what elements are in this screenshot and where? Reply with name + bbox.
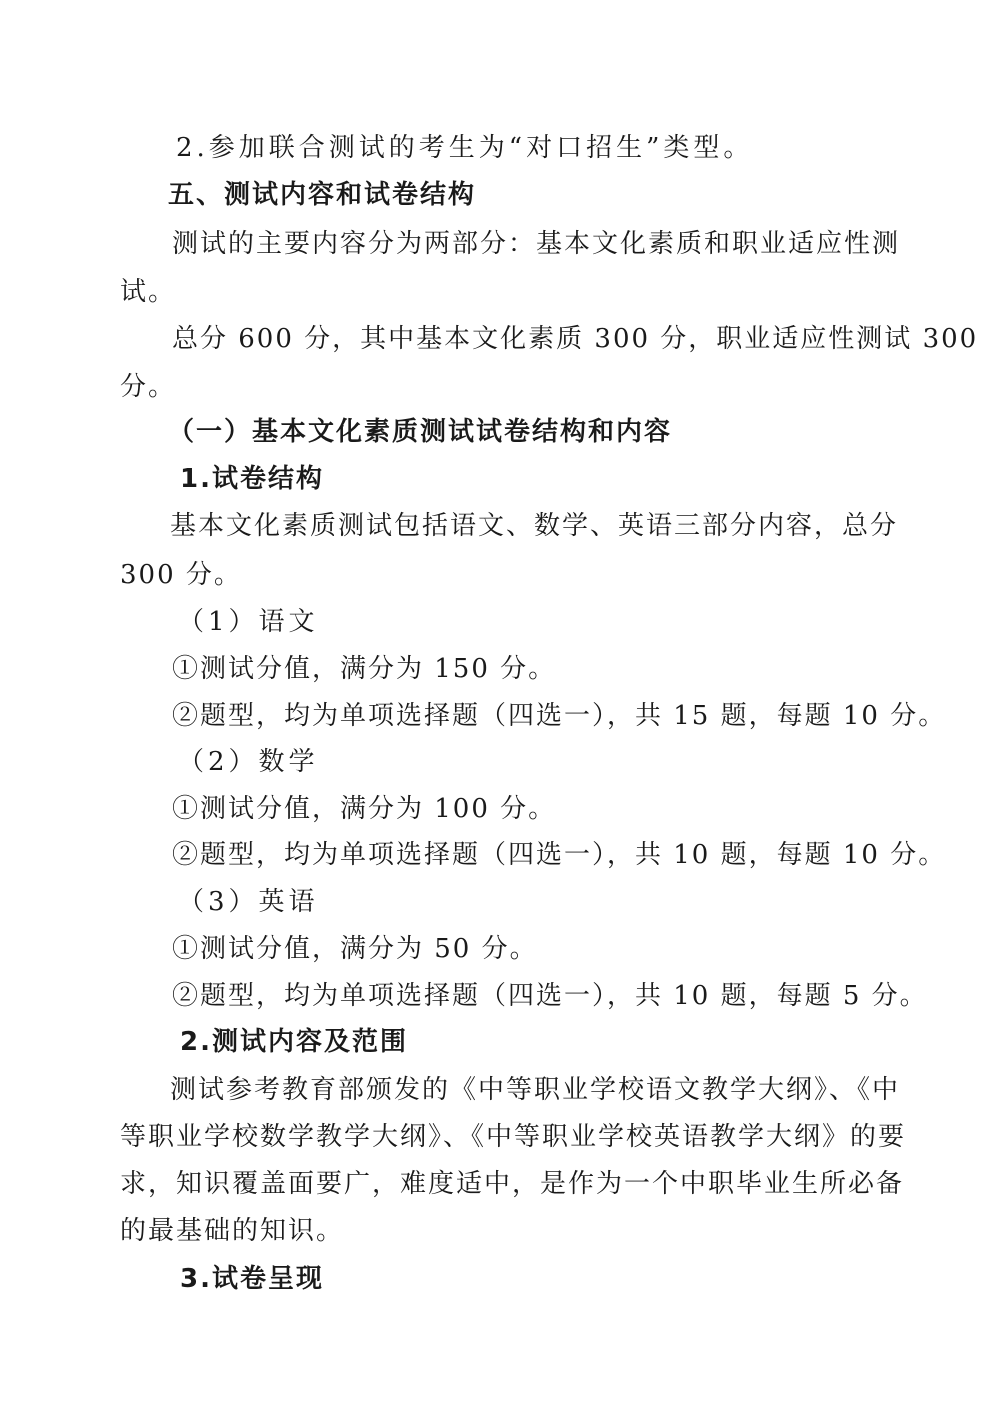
heading-paper-presentation: 3.试卷呈现 [180,1264,324,1294]
paragraph-scope-line1: 测试参考教育部颁发的《中等职业学校语文教学大纲》、《中 [170,1075,901,1105]
section-heading-test-content: 五、测试内容和试卷结构 [168,180,477,210]
subsection-heading-basic-culture: （一）基本文化素质测试试卷结构和内容 [168,417,673,447]
paragraph-candidate-type: 2.参加联合测试的考生为“对口招生”类型。 [176,133,754,163]
paragraph-main-content-line2: 试。 [120,277,177,307]
item-chinese-heading: （1）语文 [178,607,319,637]
paragraph-total-score-line2: 分。 [120,372,177,402]
paragraph-basic-culture-line2: 300 分。 [120,560,242,590]
item-english-heading: （3）英语 [178,887,319,917]
item-english-question-type: ②题型，均为单项选择题（四选一），共 10 题，每题 5 分。 [172,981,928,1011]
paragraph-main-content-line1: 测试的主要内容分为两部分：基本文化素质和职业适应性测 [172,229,901,259]
paragraph-total-score-line1: 总分 600 分，其中基本文化素质 300 分，职业适应性测试 300 [172,324,979,354]
heading-paper-structure: 1.试卷结构 [180,464,324,494]
paragraph-scope-line3: 求，知识覆盖面要广，难度适中，是作为一个中职毕业生所必备 [120,1169,905,1199]
item-math-score: ①测试分值，满分为 100 分。 [172,794,557,824]
item-math-question-type: ②题型，均为单项选择题（四选一），共 10 题，每题 10 分。 [172,840,947,870]
item-chinese-question-type: ②题型，均为单项选择题（四选一），共 15 题，每题 10 分。 [172,701,947,731]
item-math-heading: （2）数学 [178,747,319,777]
item-chinese-score: ①测试分值，满分为 150 分。 [172,654,557,684]
item-english-score: ①测试分值，满分为 50 分。 [172,934,538,964]
paragraph-scope-line2: 等职业学校数学教学大纲》、《中等职业学校英语教学大纲》的要 [120,1122,907,1152]
heading-test-scope: 2.测试内容及范围 [180,1027,408,1057]
paragraph-scope-line4: 的最基础的知识。 [120,1216,345,1246]
paragraph-basic-culture-line1: 基本文化素质测试包括语文、数学、英语三部分内容，总分 [170,511,899,541]
